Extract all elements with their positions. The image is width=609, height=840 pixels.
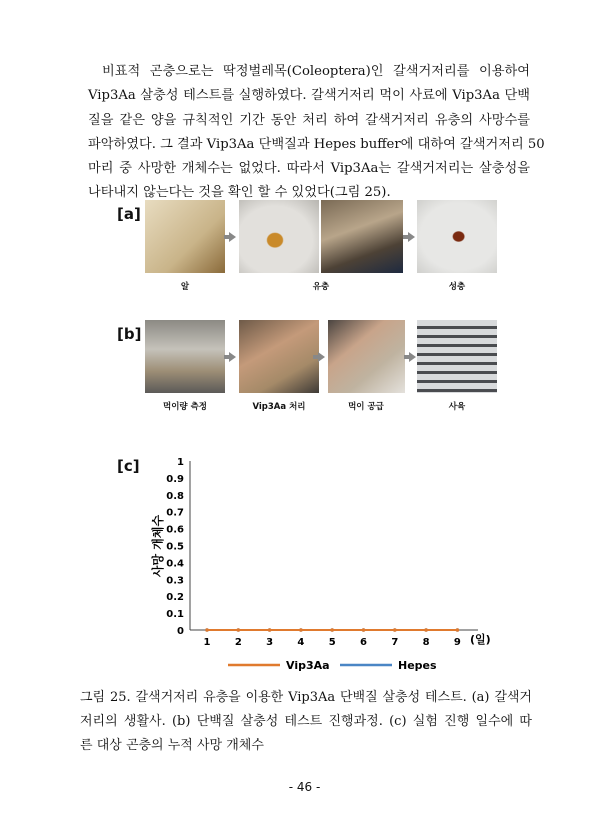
y-tick-label: 0.8 — [166, 490, 184, 502]
y-tick-label: 0.7 — [166, 507, 184, 519]
body-line: 비표적 곤충으로는 딱정벌레목(Coleoptera)인 갈색거저리를 이용하여 — [102, 64, 530, 79]
x-axis-unit: (일) — [470, 633, 491, 646]
larva-photo — [239, 200, 319, 273]
data-point — [237, 628, 241, 632]
y-tick-label: 0.9 — [166, 473, 184, 485]
page-number: - 46 - — [288, 780, 321, 794]
body-line: 질을 같은 양을 규칙적인 기간 동안 처리 하여 갈색거저리 유충의 사망수를 — [88, 112, 530, 128]
body-line: Vip3Aa 살충성 테스트를 실행하였다. 갈색거저리 먹이 사료에 Vip3Aa 단백 — [88, 88, 530, 104]
y-tick-label: 0.3 — [166, 575, 184, 587]
data-point — [362, 628, 366, 632]
figure-caption — [80, 686, 532, 758]
x-tick-label: 1 — [203, 637, 211, 648]
data-point — [268, 628, 272, 632]
photo-caption: 먹이량 측정 — [162, 402, 207, 412]
data-point — [393, 628, 397, 632]
x-tick-label: 7 — [391, 637, 399, 648]
panel-a-label: [a] — [117, 205, 141, 223]
photo-caption: Vip3Aa 처리 — [252, 402, 306, 412]
photo-caption: 유충 — [312, 282, 330, 292]
data-point — [330, 628, 334, 632]
y-axis-title: 사망 개체수 — [151, 514, 165, 578]
legend-label: Vip3Aa — [286, 659, 330, 672]
body-line: 파악하였다. 그 결과 Vip3Aa 단백질과 Hepes buffer에 대하여 갈색거저리 50 — [88, 136, 545, 152]
x-tick-label: 3 — [266, 637, 274, 648]
arrow-icon — [409, 352, 416, 362]
y-tick-label: 0.6 — [166, 524, 184, 536]
vip3aa-treatment-photo — [239, 320, 319, 393]
photo-caption: 알 — [180, 282, 190, 292]
y-tick-label: 1 — [177, 457, 184, 468]
x-tick-label: 5 — [328, 637, 336, 648]
photo-caption: 사육 — [448, 402, 466, 412]
y-tick-label: 0 — [177, 626, 184, 637]
x-tick-label: 8 — [422, 637, 430, 648]
caption-line: 른 대상 곤충의 누적 사망 개체수 — [80, 738, 264, 753]
data-point — [424, 628, 428, 632]
body-paragraph — [88, 60, 545, 206]
panel-b-label: [b] — [117, 325, 142, 343]
arrow-icon — [318, 352, 325, 362]
y-tick-label: 0.4 — [166, 558, 184, 570]
photo-caption: 성충 — [448, 282, 466, 292]
body-line: 마리 중 사망한 개체수는 없었다. 따라서 Vip3Aa는 갈색거저리는 살충성을 — [88, 161, 530, 177]
larva-feed-photo — [321, 200, 403, 273]
x-tick-label: 2 — [234, 637, 242, 648]
x-tick-label: 4 — [297, 637, 305, 648]
x-tick-label: 6 — [360, 637, 367, 648]
arrow-icon — [229, 232, 236, 242]
data-point — [456, 628, 460, 632]
y-tick-label: 0.5 — [166, 541, 184, 553]
y-tick-label: 0.1 — [166, 609, 184, 621]
x-tick-label: 9 — [453, 637, 461, 648]
data-point — [205, 628, 209, 632]
feeding-photo — [328, 320, 405, 393]
panel-c-label: [c] — [117, 457, 140, 475]
y-tick-label: 0.2 — [166, 592, 184, 604]
legend-label: Hepes — [398, 659, 437, 672]
body-line: 나타내지 않는다는 것을 확인 할 수 있었다(그림 25). — [88, 185, 391, 201]
mortality-line-chart — [0, 440, 609, 685]
feed-weighing-photo — [145, 320, 225, 393]
arrow-icon — [408, 232, 415, 242]
rearing-photo — [417, 320, 497, 393]
egg-photo — [145, 200, 225, 273]
photo-caption: 먹이 공급 — [348, 402, 384, 412]
adult-beetle-photo — [417, 200, 497, 273]
caption-line: 저리의 생활사. (b) 단백질 살충성 테스트 진행과정. (c) 실험 진행 일수에 따 — [80, 714, 532, 729]
caption-line: 그림 25. 갈색거저리 유충을 이용한 Vip3Aa 단백질 살충성 테스트. (a) 갈색거 — [80, 690, 532, 705]
arrow-icon — [229, 352, 236, 362]
data-point — [299, 628, 303, 632]
